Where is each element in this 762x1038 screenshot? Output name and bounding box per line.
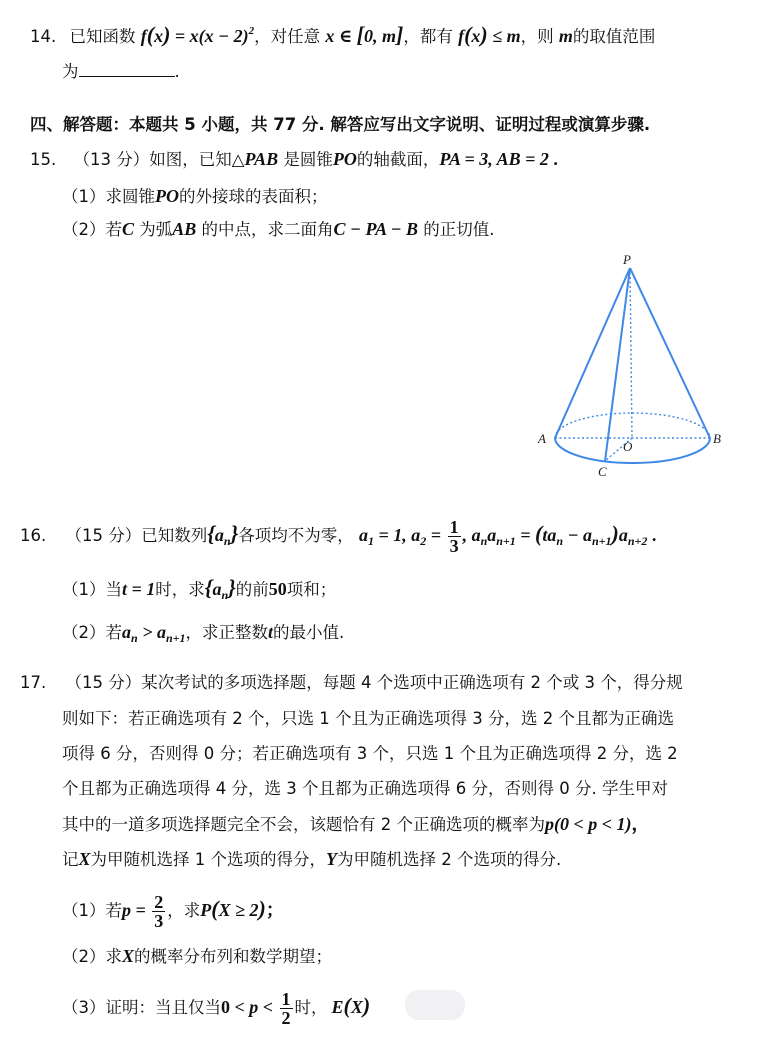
line-po — [630, 268, 632, 438]
q17-line6: 记X为甲随机选择 1 个选项的得分，Y为甲随机选择 2 个选项的得分. — [62, 849, 562, 869]
q17-line5: 其中的一道多项选择题完全不会，该题恰有 2 个正确选项的概率为p(0 < p < 1)， — [62, 814, 650, 834]
q17-line2: 则如下：若正确选项有 2 个，只选 1 个且为正确选项得 3 分，选 2 个且都为正确选 — [62, 709, 674, 728]
q15-part1: （1）求圆锥PO的外接球的表面积； — [62, 186, 328, 206]
q15-part2: （2）若C 为弧AB 的中点，求二面角C − PA − B 的正切值. — [62, 219, 495, 239]
q17-part1: （1）若p = $\frac{2}{3}$ ，求P(X ≥ 2)； — [62, 892, 284, 931]
label-c: C — [598, 464, 607, 479]
label-a: A — [538, 431, 546, 446]
q14-function: $f(x) = x(x - 2)^2$ — [140, 22, 255, 47]
q17-line4: 个且都为正确选项得 4 分，选 3 个且都为正确选项得 6 分，否则得 0 分. 学生甲对 — [62, 779, 668, 798]
q16-line1: 16. （15 分）已知数列$\{a_n\}$各项均不为零， $a_1 = 1$, $a_2$ = $\frac{1}{3}$ , $a_na_{n+1} = (ta_n - a_{n+1})a_{n+2}$ . — [20, 517, 657, 556]
cone-figure — [535, 252, 735, 482]
q17-line3: 项得 6 分，否则得 0 分；若正确选项有 3 个，只选 1 个且为正确选项得 2 分，选 2 — [62, 744, 678, 763]
q17-part3: （3）证明：当且仅当0 < p < $\frac{1}{2}$ 时， E(X) — [62, 989, 371, 1028]
label-b: B — [713, 431, 721, 446]
q17-line1: 17. （15 分）某次考试的多项选择题，每题 4 个选项中正确选项有 2 个或 3 个，得分规 — [20, 673, 683, 692]
label-o: O — [623, 439, 633, 454]
answer-blank[interactable] — [79, 58, 175, 77]
q16-part2: （2）若$a_n > a_{n+1}$，求正整数t的最小值. — [62, 622, 345, 645]
section-heading: 四、解答题：本题共 5 小题，共 77 分. 解答应写出文字说明、证明过程或演算步骤. — [30, 115, 651, 134]
label-p: P — [623, 252, 631, 267]
q16-part1: （1）当t = 1时，求$\{a_n\}$的前50项和； — [62, 575, 337, 602]
q14-line1: 14. 已知函数 $f(x) = x(x - 2)^2$，对任意 x ∈ [0, m]，都有 f(x) ≤ m，则 m的取值范围 — [30, 22, 656, 47]
base-front-arc — [555, 438, 710, 463]
q14-number: 14. — [30, 27, 57, 46]
q14-line2: 为 . — [62, 58, 180, 85]
watermark-smudge — [405, 990, 465, 1020]
q15-line1: 15. （13 分）如图，已知△PAB 是圆锥PO的轴截面，PA = 3, AB = 2 . — [30, 149, 558, 169]
q17-part2: （2）求X的概率分布列和数学期望； — [62, 946, 333, 966]
